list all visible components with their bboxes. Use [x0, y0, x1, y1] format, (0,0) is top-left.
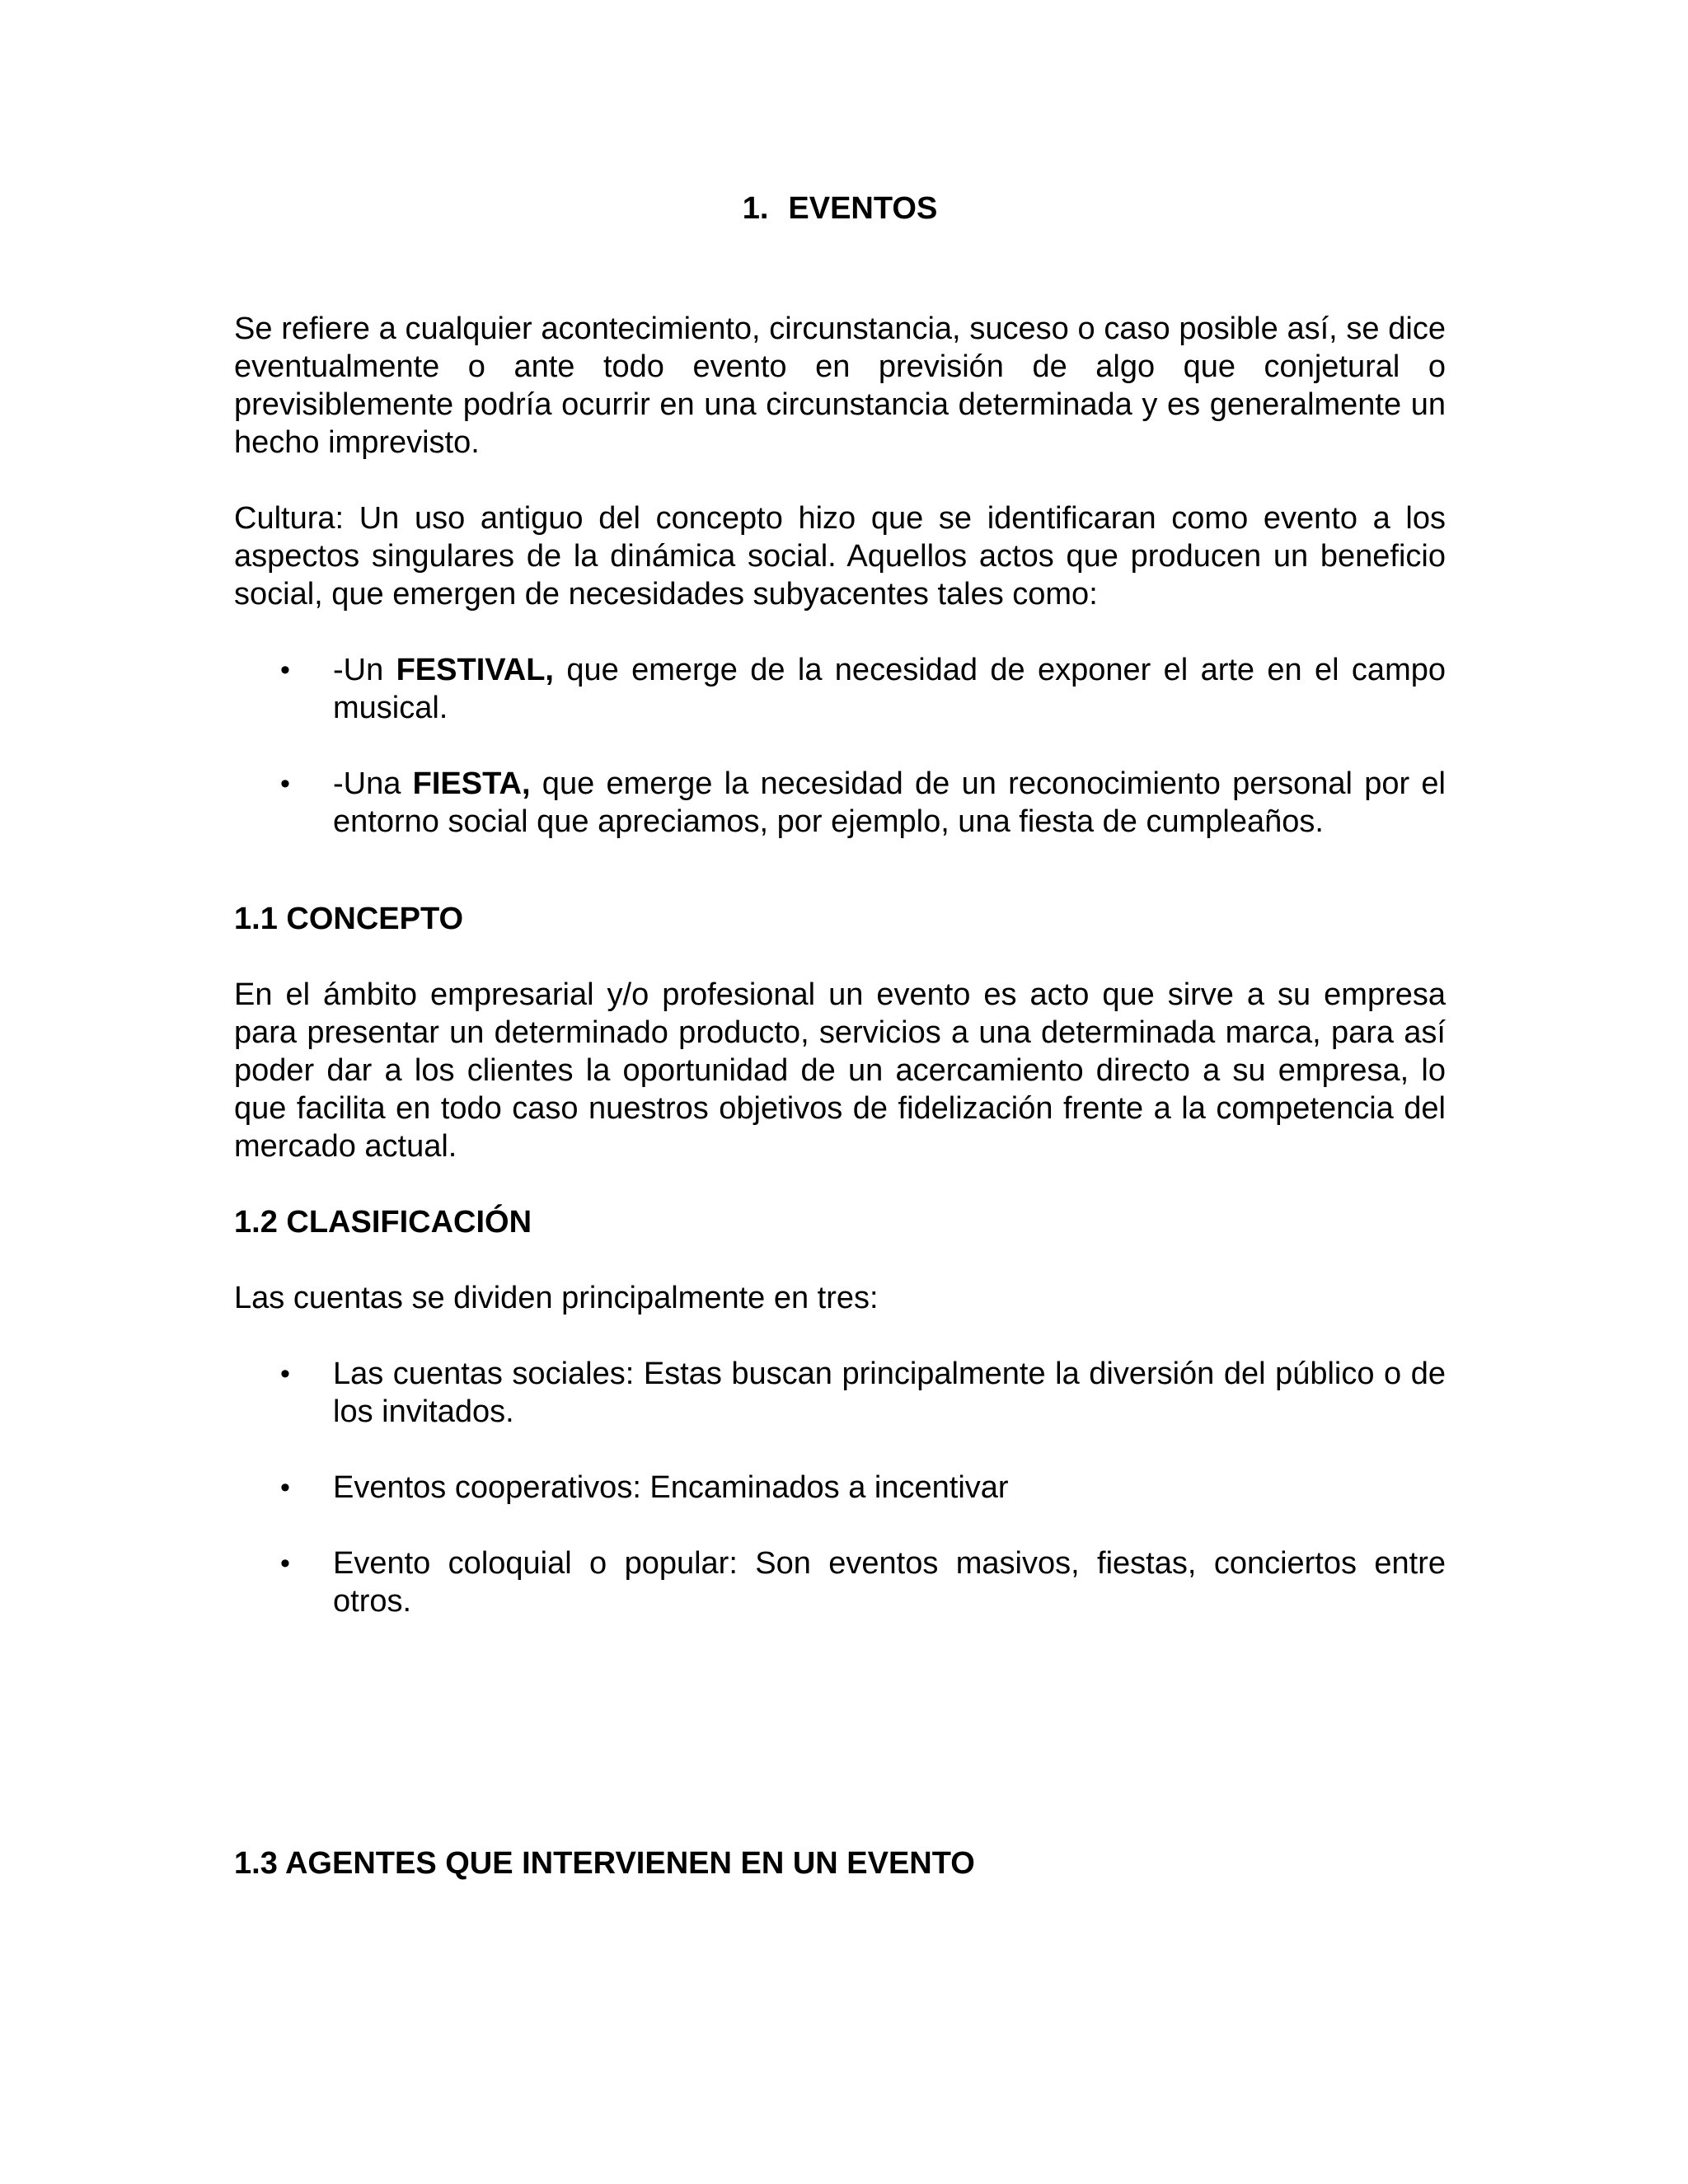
list-item-sociales	[234, 1355, 1481, 1431]
section-heading-agentes: 1.3 AGENTES QUE INTERVIENEN EN UN EVENTO	[234, 1846, 975, 1881]
item-text: Las cuentas sociales: Estas buscan principalmente la diversión del público o de los invitados.	[333, 1357, 1481, 1429]
bullet-icon: •	[280, 1548, 290, 1579]
festival-bold: FESTIVAL,	[396, 653, 554, 687]
concepto-paragraph: En el ámbito empresarial y/o profesional un evento es acto que sirve a su empresa para presentar un determinado producto, servicios a una determinada marca, para así poder dar a los clientes la oportunidad de un acercamiento directo a su empresa, lo que facilita en todo caso nuestros objetivos de fidelización frente a la competencia del mercado actual.	[234, 977, 1446, 1164]
item-text: Eventos cooperativos: Encaminados a incentivar	[333, 1470, 1009, 1505]
section-heading-concepto: 1.1 CONCEPTO	[234, 902, 464, 936]
fiesta-prefix: -Una	[333, 766, 413, 801]
list-item-festival	[234, 651, 1446, 727]
title-text: EVENTOS	[788, 191, 938, 226]
fiesta-rest: que emerge la necesidad de un reconocimiento personal por el entorno social que apreciamos, por ejemplo, una fiesta de cumpleaños.	[333, 766, 1446, 839]
title-number: 1.	[742, 191, 769, 226]
bullet-icon: •	[280, 1472, 290, 1503]
clasificacion-list	[234, 1355, 1481, 1620]
clasificacion-intro: Las cuentas se dividen principalmente en tres:	[234, 1281, 879, 1315]
bullet-icon: •	[280, 654, 290, 686]
list-item-cooperativos	[234, 1469, 1446, 1507]
item-text: Evento coloquial o popular: Son eventos masivos, fiestas, conciertos entre otros.	[333, 1546, 1446, 1619]
examples-list	[234, 651, 1446, 841]
cultura-paragraph: Cultura: Un uso antiguo del concepto hizo que se identificaran como evento a los aspectos singulares de la dinámica social. Aquellos actos que producen un beneficio social, que emergen de necesidades subyacentes tales como:	[234, 501, 1446, 612]
festival-prefix: -Un	[333, 653, 396, 687]
list-item-fiesta	[234, 765, 1446, 841]
bullet-icon: •	[280, 1358, 290, 1390]
list-item-coloquial	[234, 1544, 1446, 1620]
page-title	[234, 190, 1446, 227]
fiesta-bold: FIESTA,	[412, 766, 531, 801]
document-content	[234, 190, 1481, 1882]
intro-paragraph: Se refiere a cualquier acontecimiento, circunstancia, suceso o caso posible así, se dice eventualmente o ante todo evento en previsión de algo que conjetural o previsiblemente podría ocurrir en una circunstancia determinada y es generalmente un hecho imprevisto.	[234, 312, 1446, 460]
bullet-icon: •	[280, 768, 290, 799]
festival-rest: que emerge de la necesidad de exponer el arte en el campo musical.	[333, 653, 1446, 725]
section-heading-clasificacion: 1.2 CLASIFICACIÓN	[234, 1205, 532, 1240]
